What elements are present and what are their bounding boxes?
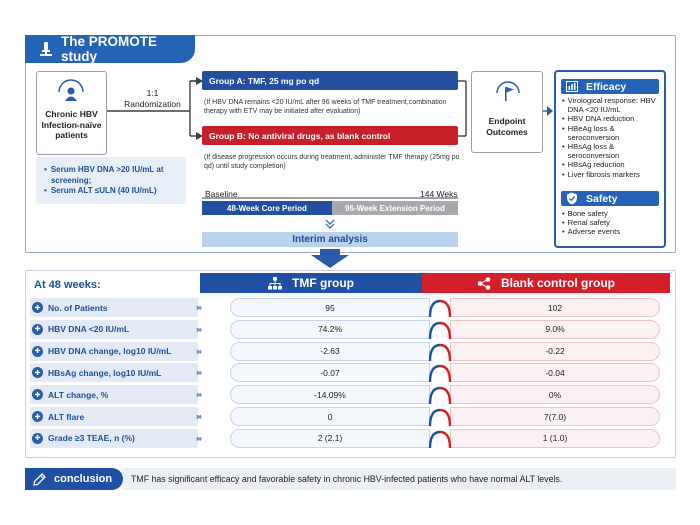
blank-value: 9.0% xyxy=(450,320,660,339)
inclusion-criteria xyxy=(36,157,186,204)
medical-icon: ✚ xyxy=(32,302,43,313)
table-row xyxy=(30,385,670,404)
medical-icon: ✚ xyxy=(32,367,43,378)
link-icon xyxy=(422,342,458,361)
table-row xyxy=(30,429,670,448)
row-label: ✚ HBsAg change, log10 IU/mL xyxy=(30,363,198,382)
row-label: ✚ ALT flare xyxy=(30,407,198,426)
criteria-item: • Serum ALT ≤ULN (40 IU/mL) xyxy=(44,186,157,195)
table-row xyxy=(30,320,670,339)
safety-header: Safety xyxy=(561,191,659,206)
flag-icon xyxy=(495,80,521,106)
table-row xyxy=(30,342,670,361)
link-icon xyxy=(422,320,458,339)
arrows-icon: ››› xyxy=(196,346,201,356)
row-label: ✚ ALT change, % xyxy=(30,385,198,404)
patient-icon xyxy=(56,79,86,105)
link-icon xyxy=(422,385,458,404)
medical-icon: ✚ xyxy=(32,324,43,335)
group-a-header: Group A: TMF, 25 mg po qd xyxy=(202,71,458,90)
list-item: • Renal safety xyxy=(562,218,610,228)
hierarchy-icon xyxy=(268,277,282,290)
medical-icon: ✚ xyxy=(32,433,43,444)
timeline-baseline: Baseline xyxy=(205,189,238,199)
blank-value: 7(7.0) xyxy=(450,407,660,426)
results-heading: At 48 weeks: xyxy=(34,279,101,291)
microscope-icon xyxy=(39,41,53,57)
patient-label: Chronic HBV Infection-naïve patients xyxy=(41,109,102,140)
list-item: • HBsAg loss & seroconversion xyxy=(562,142,620,161)
list-item: • HBsAg reduction xyxy=(562,160,625,170)
group-a-note: (If HBV DNA remains <20 IU/mL after 96 weeks of TMF treatment,combination therapy with ETV may be initiated after evaluation) xyxy=(204,99,447,115)
timeline-end: 144 Weks xyxy=(420,189,458,199)
tmf-value: 74.2% xyxy=(230,320,430,339)
tmf-value: 2 (2.1) xyxy=(230,429,430,448)
blank-value: -0.22 xyxy=(450,342,660,361)
arrows-icon: ››› xyxy=(196,368,201,378)
row-label: ✚ HBV DNA <20 IU/mL xyxy=(30,320,198,339)
link-icon xyxy=(422,298,458,317)
criteria-item: • Serum HBV DNA >20 IU/mL at screening; xyxy=(44,165,164,185)
study-title-tab xyxy=(25,35,195,63)
arrows-icon: ››› xyxy=(196,433,201,443)
table-row xyxy=(30,363,670,382)
conclusion-tag: conclusion xyxy=(25,468,123,490)
medical-icon: ✚ xyxy=(32,389,43,400)
arrows-icon: ››› xyxy=(196,324,201,334)
list-item: • HBeAg loss & seroconversion xyxy=(562,123,620,142)
row-label: ✚ HBV DNA change, log10 IU/mL xyxy=(30,342,198,361)
endpoint-label: Endpoint Outcomes xyxy=(486,116,528,137)
efficacy-header: Efficacy xyxy=(561,79,659,94)
list-item: • Adverse events xyxy=(562,227,621,237)
shield-icon xyxy=(566,192,578,205)
randomization-label: 1:1 Randomization xyxy=(124,88,181,109)
link-icon xyxy=(422,429,458,448)
tmf-group-header: TMF group xyxy=(200,273,422,293)
blank-value: 102 xyxy=(450,298,660,317)
study-title: The PROMOTE study xyxy=(61,34,158,64)
blank-value: 0% xyxy=(450,385,660,404)
blank-control-header: Blank control group xyxy=(422,273,670,293)
medical-icon: ✚ xyxy=(32,411,43,422)
group-b-header: Group B: No antiviral drugs, as blank control xyxy=(202,126,458,145)
table-row xyxy=(30,298,670,317)
arrows-icon: ››› xyxy=(196,390,201,400)
share-nodes-icon xyxy=(477,277,491,290)
tmf-value: 0 xyxy=(230,407,430,426)
tmf-value: -0.07 xyxy=(230,363,430,382)
blank-value: -0.04 xyxy=(450,363,660,382)
list-item: • Liver fibrosis markers xyxy=(562,169,640,179)
arrows-icon: ››› xyxy=(196,303,201,312)
link-icon xyxy=(422,407,458,426)
medical-icon: ✚ xyxy=(32,346,43,357)
arrows-icon: ››› xyxy=(196,412,201,421)
list-item: • Virological response: HBV DNA <20 IU/mL xyxy=(562,96,656,115)
tmf-value: -14.09% xyxy=(230,385,430,404)
pen-icon xyxy=(33,473,46,486)
table-row xyxy=(30,407,670,426)
chart-icon xyxy=(566,81,578,92)
conclusion-text: TMF has significant efficacy and favorable safety in chronic HBV-infected patients who have normal ALT levels. xyxy=(123,468,676,490)
tmf-value: -2.63 xyxy=(230,342,430,361)
efficacy-list xyxy=(562,96,664,179)
row-label: ✚ Grade ≥3 TEAE, n (%) xyxy=(30,429,198,448)
list-item: • HBV DNA reduction xyxy=(562,114,635,124)
extension-period-bar: 96-Week Extension Period xyxy=(332,201,458,215)
blank-value: 1 (1.0) xyxy=(450,429,660,448)
group-b-note: (If disease progression occurs during treatment, administer TMF therapy (25mg po qd) until study completion) xyxy=(204,154,460,170)
list-item: • Bone safety xyxy=(562,209,608,218)
row-label: ✚ No. of Patients xyxy=(30,298,198,317)
tmf-value: 95 xyxy=(230,298,430,317)
interim-analysis-bar: Interim analysis xyxy=(202,232,458,247)
core-period-bar: 48-Week Core Period xyxy=(202,201,332,215)
safety-list xyxy=(562,209,664,237)
link-icon xyxy=(422,363,458,382)
